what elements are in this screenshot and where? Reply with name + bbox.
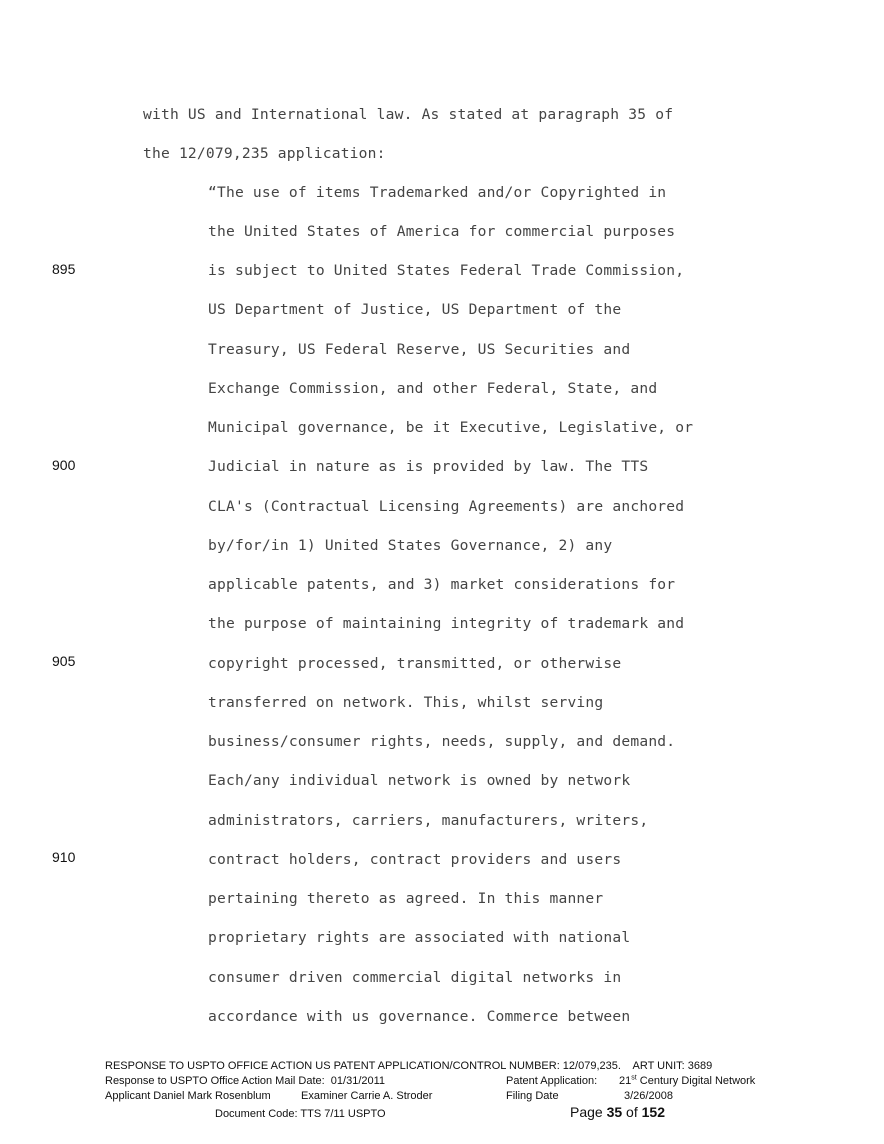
quote-line: administrators, carriers, manufacturers, writers, — [208, 812, 649, 829]
line-number: 905 — [52, 653, 76, 669]
footer-application-line: RESPONSE TO USPTO OFFICE ACTION US PATENT APPLICATION/CONTROL NUMBER: 12/079,235. ART UNIT: 3689 — [105, 1060, 713, 1072]
footer-applicant: Applicant Daniel Mark Rosenblum — [105, 1090, 271, 1102]
quote-line: Treasury, US Federal Reserve, US Securities and — [208, 341, 631, 358]
quote-line: accordance with us governance. Commerce between — [208, 1008, 631, 1025]
line-number: 910 — [52, 849, 76, 865]
quote-line: by/for/in 1) United States Governance, 2) any — [208, 537, 613, 554]
quote-line: copyright processed, transmitted, or otherwise — [208, 655, 622, 672]
quote-line: is subject to United States Federal Trade Commission, — [208, 262, 685, 279]
quote-line: business/consumer rights, needs, supply, and demand. — [208, 733, 676, 750]
footer-document-code: Document Code: TTS 7/11 USPTO — [215, 1108, 386, 1120]
quote-line: Exchange Commission, and other Federal, State, and — [208, 380, 658, 397]
page-indicator: Page 35 of 152 — [570, 1104, 665, 1120]
quote-line: the purpose of maintaining integrity of trademark and — [208, 615, 685, 632]
body-line: with US and International law. As stated at paragraph 35 of — [143, 106, 674, 123]
footer-filing-date: 3/26/2008 — [624, 1090, 673, 1102]
quote-line: consumer driven commercial digital networks in — [208, 969, 622, 986]
footer-patent-application-label: Patent Application: — [506, 1075, 598, 1087]
footer-mail-date: Response to USPTO Office Action Mail Date: 01/31/2011 — [105, 1075, 386, 1087]
line-number: 895 — [52, 261, 76, 277]
quote-line: applicable patents, and 3) market considerations for — [208, 576, 676, 593]
footer-examiner: Examiner Carrie A. Stroder — [301, 1090, 433, 1102]
quote-line: CLA's (Contractual Licensing Agreements) are anchored — [208, 498, 685, 515]
quote-line: Municipal governance, be it Executive, Legislative, or — [208, 419, 694, 436]
body-line: the 12/079,235 application: — [143, 145, 386, 162]
quote-line: proprietary rights are associated with national — [208, 929, 631, 946]
quote-line: contract holders, contract providers and users — [208, 851, 622, 868]
quote-line: the United States of America for commercial purposes — [208, 223, 676, 240]
quote-line: transferred on network. This, whilst serving — [208, 694, 604, 711]
quote-line: pertaining thereto as agreed. In this manner — [208, 890, 604, 907]
quote-line: US Department of Justice, US Department of the — [208, 301, 622, 318]
quote-line: “The use of items Trademarked and/or Copyrighted in — [208, 184, 667, 201]
footer-patent-application-title: 21st Century Digital Network — [619, 1074, 756, 1087]
line-number: 900 — [52, 457, 76, 473]
footer-filing-date-label: Filing Date — [506, 1090, 559, 1102]
quote-line: Each/any individual network is owned by network — [208, 772, 631, 789]
quote-line: Judicial in nature as is provided by law. The TTS — [208, 458, 649, 475]
